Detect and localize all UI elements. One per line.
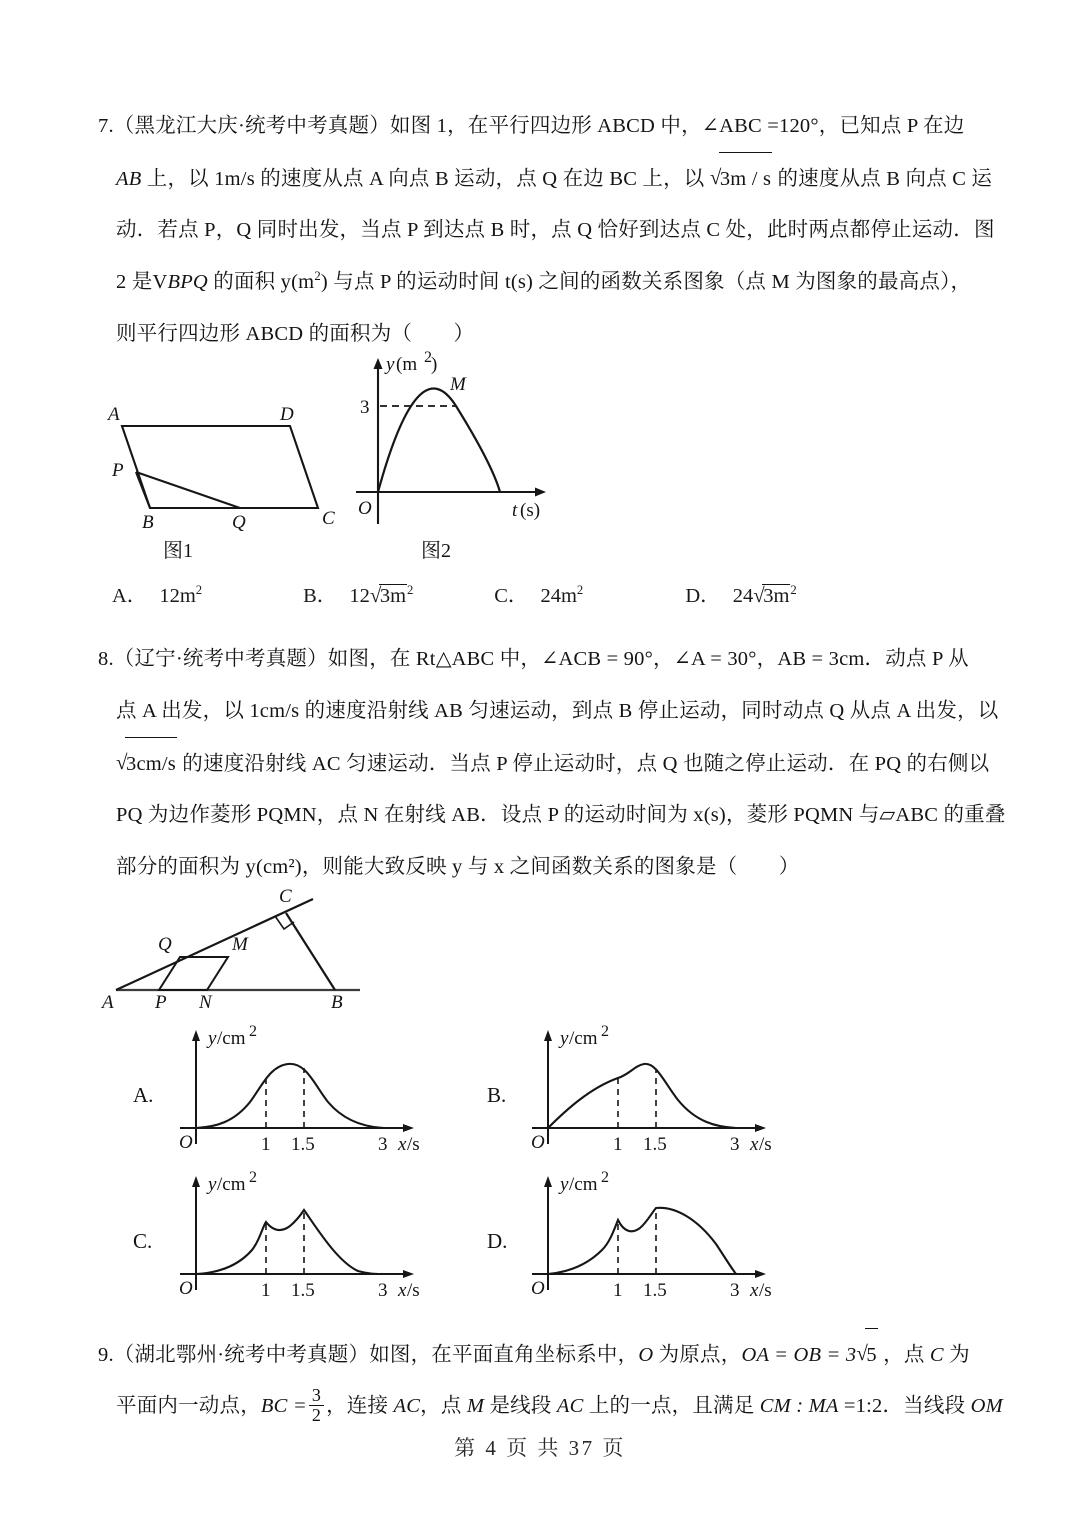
xtick-3: 3 [730, 1280, 740, 1301]
question-7-block [98, 100, 988, 152]
q8-line-5-text: 部分的面积为 y(cm²)，则能大致反映 y 与 x 之间函数关系的图象是（ ） [116, 856, 800, 878]
q8-choice-B-graph[interactable] [530, 1023, 790, 1156]
q8-choice-C-letter[interactable]: C. [133, 1229, 153, 1253]
q7-option-C[interactable] [494, 578, 680, 608]
q9-line-2-ac1: AC [393, 1395, 421, 1417]
q8-line-3 [116, 737, 989, 790]
q7-sqrt3-speed: √ 3m / s [710, 152, 772, 205]
axis-label-y-unit: /cm [217, 1174, 246, 1195]
q8-line-5 [116, 841, 799, 893]
xtick-3: 3 [378, 1280, 388, 1301]
label-y-axis: y [386, 354, 395, 375]
q7-option-A[interactable] [112, 578, 298, 608]
sqrt-icon: √ 3m [753, 584, 790, 608]
label-y-unit: (m [396, 354, 418, 375]
q7-option-D-label: D． [685, 585, 721, 607]
q7-line-4-a: 2 是V [116, 271, 168, 293]
q7-option-B[interactable] [303, 578, 489, 608]
axis-label-y: y [208, 1174, 217, 1195]
q9-fraction-3-2: $\frac{3}{2}$ [309, 1386, 324, 1426]
q9-line-2-e: ，点 [420, 1395, 467, 1417]
q9-line-2-g: 是线段 [484, 1395, 557, 1417]
label-P: P [112, 460, 124, 481]
label-origin-O: O [179, 1132, 193, 1153]
q9-line-1-c: 为原点， [653, 1344, 742, 1366]
curve-D [548, 1208, 736, 1274]
q7-line-3 [116, 204, 995, 256]
q7-option-A-value: $12m^2$ [159, 583, 203, 607]
q8-choice-A-letter[interactable]: A. [133, 1083, 154, 1107]
axis-label-x: x [750, 1134, 759, 1155]
q7-line-3-text: 动．若点 P，Q 同时出发，当点 P 到达点 B 时，点 Q 恰好到达点 C 处，此时两点都停止运动．图 [116, 219, 995, 241]
axis-label-y-unit: /cm [569, 1174, 598, 1195]
label-C: C [279, 886, 292, 907]
q7-line-1 [98, 100, 988, 152]
q8-line-3-text: 的速度沿射线 AC 匀速运动．当点 P 停止运动时，点 Q 也随之停止运动．在 PQ 的右侧以 [176, 753, 990, 775]
label-y-tick-3: 3 [360, 397, 370, 418]
axis-label-x-unit: /s [407, 1280, 420, 1301]
q7-option-B-label: B． [303, 585, 338, 607]
axis-label-x-unit: /s [759, 1280, 772, 1301]
xtick-1: 1 [261, 1134, 271, 1155]
q9-line-2-k: =1:2．当线段 [838, 1395, 971, 1417]
q7-figure-1-parallelogram [100, 396, 340, 536]
q8-line-2 [116, 685, 998, 737]
axis-label-y-sup: 2 [249, 1169, 257, 1186]
q7-line-2-mid: 上，以 1m/s 的速度从点 A 向点 B 运动，点 Q 在边 BC 上，以 [141, 168, 710, 190]
curve-A [196, 1064, 384, 1128]
label-B: B [331, 992, 343, 1013]
xtick-1-5: 1.5 [291, 1134, 315, 1155]
axis-label-y-unit: /cm [569, 1028, 598, 1049]
q7-line-2-end: 的速度从点 B 向点 C 运 [772, 168, 993, 190]
q8-choice-C-graph[interactable] [178, 1169, 438, 1302]
axis-label-y-sup: 2 [249, 1023, 257, 1040]
q8-figure-triangle [98, 888, 388, 1013]
q7-unit-paren: $(m^2)$ [291, 269, 328, 293]
q8-line-1 [98, 633, 969, 685]
q9-line-2-om: OM [970, 1395, 1003, 1417]
label-t-axis: t [512, 500, 518, 521]
q7-option-D-value: 24 √ $3m^2$ [733, 585, 797, 607]
axis-label-y-sup: 2 [601, 1169, 609, 1186]
label-B: B [142, 512, 154, 533]
q9-line-2-i: 上的一点，且满足 [583, 1395, 760, 1417]
axis-label-x: x [750, 1280, 759, 1301]
xtick-1: 1 [613, 1280, 623, 1301]
q9-line-2-M: M [466, 1395, 485, 1417]
label-origin-O: O [179, 1278, 193, 1299]
xtick-3: 3 [730, 1134, 740, 1155]
label-origin-O: O [531, 1132, 545, 1153]
q7-line-5-text: 则平行四边形 ABCD 的面积为（ ） [116, 323, 475, 345]
label-A: A [108, 404, 120, 425]
label-A: A [102, 992, 114, 1013]
q8-choice-B-letter[interactable]: B. [487, 1083, 507, 1107]
q7-line-2 [116, 152, 992, 205]
q7-options-row [112, 578, 992, 608]
q9-line-1 [98, 1328, 970, 1381]
q7-option-D[interactable] [685, 578, 871, 608]
q7-line-4-c: 的面积 y [207, 271, 292, 293]
q7-line-4 [116, 256, 971, 308]
q7-option-B-value: 12 √ $3m^2$ [349, 585, 413, 607]
q7-line-4-bpq: BPQ [167, 271, 208, 293]
q7-line-4-e: 与点 P 的运动时间 t(s) 之间的函数关系图象（点 M 为图象的最高点）， [327, 271, 972, 293]
q7-option-C-label: C． [494, 585, 529, 607]
q9-line-1-a: 9.（湖北鄂州·统考中考真题）如图，在平面直角坐标系中， [98, 1344, 639, 1366]
curve-B [548, 1064, 736, 1128]
label-D: D [280, 404, 294, 425]
xtick-1-5: 1.5 [291, 1280, 315, 1301]
q7-option-A-label: A． [112, 585, 148, 607]
q8-line-2-text: 点 A 出发，以 1cm/s 的速度沿射线 AB 匀速运动，到点 B 停止运动，同时动点 Q 从点 A 出发，以 [116, 700, 999, 722]
axis-label-x: x [398, 1280, 407, 1301]
axis-label-x-unit: /s [759, 1134, 772, 1155]
q8-choice-A-graph[interactable] [178, 1023, 438, 1156]
q7-parabola-curve [378, 389, 500, 492]
axis-label-y: y [560, 1028, 569, 1049]
label-P: P [155, 992, 167, 1013]
label-C: C [322, 508, 335, 529]
q8-line-4-text: PQ 为边作菱形 PQMN，点 N 在射线 AB．设点 P 的运动时间为 x(s)，菱形 PQMN 与▱ABC 的重叠 [116, 804, 1006, 826]
q9-line-2-ac2: AC [556, 1395, 584, 1417]
q7-figure-2-caption: 图2 [421, 540, 451, 562]
label-N: N [199, 992, 212, 1013]
axis-label-y-sup: 2 [601, 1023, 609, 1040]
axis-label-y-unit: /cm [217, 1028, 246, 1049]
xtick-3: 3 [378, 1134, 388, 1155]
xtick-1: 1 [261, 1280, 271, 1301]
label-y-unit-close: ) [431, 354, 438, 375]
q8-choice-D-letter[interactable]: D. [487, 1229, 508, 1253]
q8-sqrt3-speed: √ 3cm/s [116, 737, 177, 790]
q9-line-1-O: O [638, 1344, 654, 1366]
label-M: M [232, 934, 248, 955]
q7-line-1-text: 7.（黑龙江大庆·统考中考真题）如图 1，在平行四边形 ABCD 中，∠ABC =120°，已知点 P 在边 [98, 115, 965, 137]
q9-line-2-cmma: CM : MA [759, 1395, 839, 1417]
q9-line-1-oaob: OA = OB = 3 [741, 1344, 857, 1366]
axis-label-y: y [208, 1028, 217, 1049]
label-Q: Q [158, 934, 172, 955]
label-t-unit: (s) [520, 500, 541, 521]
q7-figure-2-graph [350, 349, 570, 532]
label-Q: Q [232, 512, 246, 533]
q8-line-1-text: 8.（辽宁·统考中考真题）如图，在 Rt△ABC 中，∠ACB = 90°，∠A = 30°，AB = 3cm．动点 P 从 [98, 648, 969, 670]
label-M: M [450, 374, 466, 395]
label-origin-O: O [358, 498, 372, 519]
label-origin-O: O [531, 1278, 545, 1299]
xtick-1-5: 1.5 [643, 1280, 667, 1301]
q7-option-C-value: $24m^2$ [540, 583, 584, 607]
label-y-unit-sup: 2 [424, 349, 432, 366]
page-footer: 第 4 页 共 37 页 [454, 1436, 626, 1460]
q9-line-1-C: C [929, 1344, 944, 1366]
q8-line-4 [116, 789, 1006, 841]
q7-figure-1-caption: 图1 [163, 540, 193, 562]
xtick-1: 1 [613, 1134, 623, 1155]
curve-C [196, 1210, 384, 1274]
sqrt-icon: √ 3m [370, 584, 407, 608]
q9-line-1-h: 为 [943, 1344, 970, 1366]
q9-line-2 [116, 1380, 1003, 1432]
q9-line-2-c: ，连接 [326, 1395, 394, 1417]
axis-label-x-unit: /s [407, 1134, 420, 1155]
q7-line-2-ab: AB [116, 168, 142, 190]
axis-label-x: x [398, 1134, 407, 1155]
q9-line-1-f: ，点 [877, 1344, 930, 1366]
axis-label-y: y [560, 1174, 569, 1195]
xtick-1-5: 1.5 [643, 1134, 667, 1155]
q9-line-2-a: 平面内一动点， [116, 1395, 261, 1417]
q8-choice-D-graph[interactable] [530, 1169, 790, 1302]
q9-sqrt5: √ 5 [856, 1328, 877, 1381]
q7-sup-2: 2 [314, 269, 321, 284]
q9-line-2-bc: BC = [260, 1395, 307, 1417]
